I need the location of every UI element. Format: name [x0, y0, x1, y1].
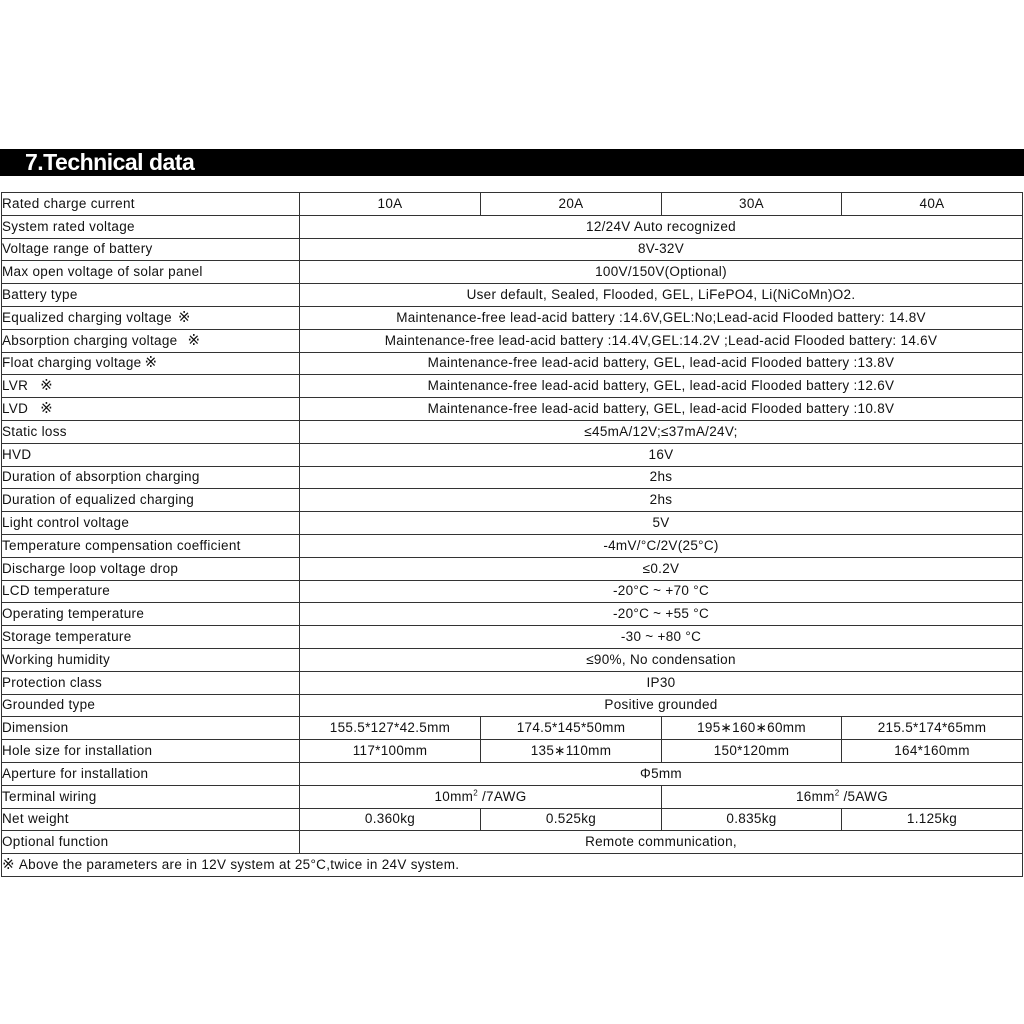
- cell-value: 12/24V Auto recognized: [300, 215, 1023, 238]
- cell-value: 8V-32V: [300, 238, 1023, 261]
- footnote-text: Above the parameters are in 12V system at 25°C,twice in 24V system.: [18, 857, 460, 872]
- cell-value: 2hs: [300, 489, 1023, 512]
- superscript: 2: [473, 788, 478, 798]
- row-label: Hole size for installation: [2, 740, 300, 763]
- table-row: [2, 284, 1023, 307]
- cell-value: Φ5mm: [300, 762, 1023, 785]
- row-label: Static loss: [2, 420, 300, 443]
- row-label: Operating temperature: [2, 603, 300, 626]
- cell-value: 117*100mm: [300, 740, 481, 763]
- row-label: Duration of absorption charging: [2, 466, 300, 489]
- row-label: Equalized charging voltage: [2, 309, 172, 325]
- table-row: [2, 215, 1023, 238]
- table-row: [2, 740, 1023, 763]
- cell-value: 40A: [842, 193, 1023, 216]
- cell-value: Remote communication,: [300, 831, 1023, 854]
- table-row: [2, 854, 1023, 877]
- table-row: [2, 808, 1023, 831]
- row-label: Absorption charging voltage: [2, 332, 178, 348]
- table-row: [2, 648, 1023, 671]
- table-row: [2, 193, 1023, 216]
- note-mark-icon: ※: [187, 331, 201, 349]
- cell-value: 5V: [300, 512, 1023, 535]
- row-label: Discharge loop voltage drop: [2, 557, 300, 580]
- table-row: [2, 626, 1023, 649]
- section-header-bar: [0, 149, 1024, 176]
- cell-value: Positive grounded: [300, 694, 1023, 717]
- cell-value: Maintenance-free lead-acid battery :14.6V,GEL:No;Lead-acid Flooded battery: 14.8V: [300, 306, 1023, 329]
- row-label-cell: [2, 329, 300, 352]
- table-row: [2, 329, 1023, 352]
- cell-value: 1.125kg: [842, 808, 1023, 831]
- row-label-cell: [2, 306, 300, 329]
- note-mark-icon: ※: [2, 856, 15, 873]
- row-label-cell: [2, 375, 300, 398]
- table-row: [2, 466, 1023, 489]
- table-row: [2, 398, 1023, 421]
- cell-value: 0.835kg: [662, 808, 842, 831]
- row-label: Aperture for installation: [2, 762, 300, 785]
- cell-value: 16V: [300, 443, 1023, 466]
- row-label: HVD: [2, 443, 300, 466]
- table-row: [2, 694, 1023, 717]
- cell-value: 150*120mm: [662, 740, 842, 763]
- table-row: [2, 671, 1023, 694]
- table-row: [2, 831, 1023, 854]
- cell-value: 155.5*127*42.5mm: [300, 717, 481, 740]
- row-label: Temperature compensation coefficient: [2, 534, 300, 557]
- table-row: [2, 443, 1023, 466]
- cell-value: 100V/150V(Optional): [300, 261, 1023, 284]
- row-label: Working humidity: [2, 648, 300, 671]
- cell-value: IP30: [300, 671, 1023, 694]
- row-label: System rated voltage: [2, 215, 300, 238]
- row-label: Light control voltage: [2, 512, 300, 535]
- row-label: Terminal wiring: [2, 785, 300, 808]
- cell-value: -30 ~ +80 °C: [300, 626, 1023, 649]
- cell-value: 135∗110mm: [481, 740, 662, 763]
- cell-value: User default, Sealed, Flooded, GEL, LiFePO4, Li(NiCoMn)O2.: [300, 284, 1023, 307]
- terminal-size-small: 10mm: [434, 788, 474, 804]
- table-row: [2, 512, 1023, 535]
- row-label: Battery type: [2, 284, 300, 307]
- cell-value: 2hs: [300, 466, 1023, 489]
- cell-value: 20A: [481, 193, 662, 216]
- cell-value: ≤0.2V: [300, 557, 1023, 580]
- table-row: [2, 762, 1023, 785]
- cell-value: 195∗160∗60mm: [662, 717, 842, 740]
- row-label-cell: [2, 352, 300, 375]
- table-row: [2, 785, 1023, 808]
- table-row: [2, 534, 1023, 557]
- footnote: [2, 854, 1023, 877]
- technical-data-table: [1, 192, 1023, 877]
- row-label: Duration of equalized charging: [2, 489, 300, 512]
- cell-value: Maintenance-free lead-acid battery :14.4V,GEL:14.2V ;Lead-acid Flooded battery: 14.6V: [300, 329, 1023, 352]
- table-row: [2, 375, 1023, 398]
- row-label: Dimension: [2, 717, 300, 740]
- cell-value: 0.360kg: [300, 808, 481, 831]
- cell-value: ≤90%, No condensation: [300, 648, 1023, 671]
- cell-value: Maintenance-free lead-acid battery, GEL, lead-acid Flooded battery :10.8V: [300, 398, 1023, 421]
- row-label: Net weight: [2, 808, 300, 831]
- note-mark-icon: ※: [40, 400, 54, 418]
- cell-value: 215.5*174*65mm: [842, 717, 1023, 740]
- table-row: [2, 717, 1023, 740]
- row-label: Float charging voltage: [2, 355, 142, 371]
- section-title: 7.Technical data: [25, 149, 195, 175]
- table-row: [2, 420, 1023, 443]
- cell-value: 10A: [300, 193, 481, 216]
- note-mark-icon: ※: [40, 377, 54, 395]
- note-mark-icon: ※: [177, 308, 191, 326]
- row-label: LCD temperature: [2, 580, 300, 603]
- table-row: [2, 580, 1023, 603]
- row-label: LVR: [2, 378, 29, 394]
- cell-value: Maintenance-free lead-acid battery, GEL, lead-acid Flooded battery :13.8V: [300, 352, 1023, 375]
- table-row: [2, 352, 1023, 375]
- cell-value: [662, 785, 1023, 808]
- table-row: [2, 306, 1023, 329]
- row-label-cell: [2, 398, 300, 421]
- table-row: [2, 603, 1023, 626]
- table-row: [2, 489, 1023, 512]
- row-label: Optional function: [2, 831, 300, 854]
- table-row: [2, 557, 1023, 580]
- terminal-awg-small: /7AWG: [477, 788, 527, 804]
- terminal-size-large: 16mm: [795, 788, 835, 804]
- cell-value: 0.525kg: [481, 808, 662, 831]
- cell-value: [300, 785, 662, 808]
- cell-value: 174.5*145*50mm: [481, 717, 662, 740]
- cell-value: 30A: [662, 193, 842, 216]
- row-label: Grounded type: [2, 694, 300, 717]
- note-mark-icon: ※: [144, 354, 158, 372]
- cell-value: Maintenance-free lead-acid battery, GEL, lead-acid Flooded battery :12.6V: [300, 375, 1023, 398]
- cell-value: ≤45mA/12V;≤37mA/24V;: [300, 420, 1023, 443]
- row-label: Max open voltage of solar panel: [2, 261, 300, 284]
- row-label: Storage temperature: [2, 626, 300, 649]
- table-row: [2, 261, 1023, 284]
- terminal-awg-large: /5AWG: [839, 788, 889, 804]
- cell-value: -20°C ~ +55 °C: [300, 603, 1023, 626]
- row-label: Protection class: [2, 671, 300, 694]
- superscript: 2: [834, 788, 840, 798]
- row-label: Rated charge current: [2, 193, 300, 216]
- cell-value: -4mV/°C/2V(25°C): [300, 534, 1023, 557]
- row-label: LVD: [2, 401, 29, 417]
- row-label: Voltage range of battery: [2, 238, 300, 261]
- cell-value: 164*160mm: [842, 740, 1023, 763]
- table-row: [2, 238, 1023, 261]
- cell-value: -20°C ~ +70 °C: [300, 580, 1023, 603]
